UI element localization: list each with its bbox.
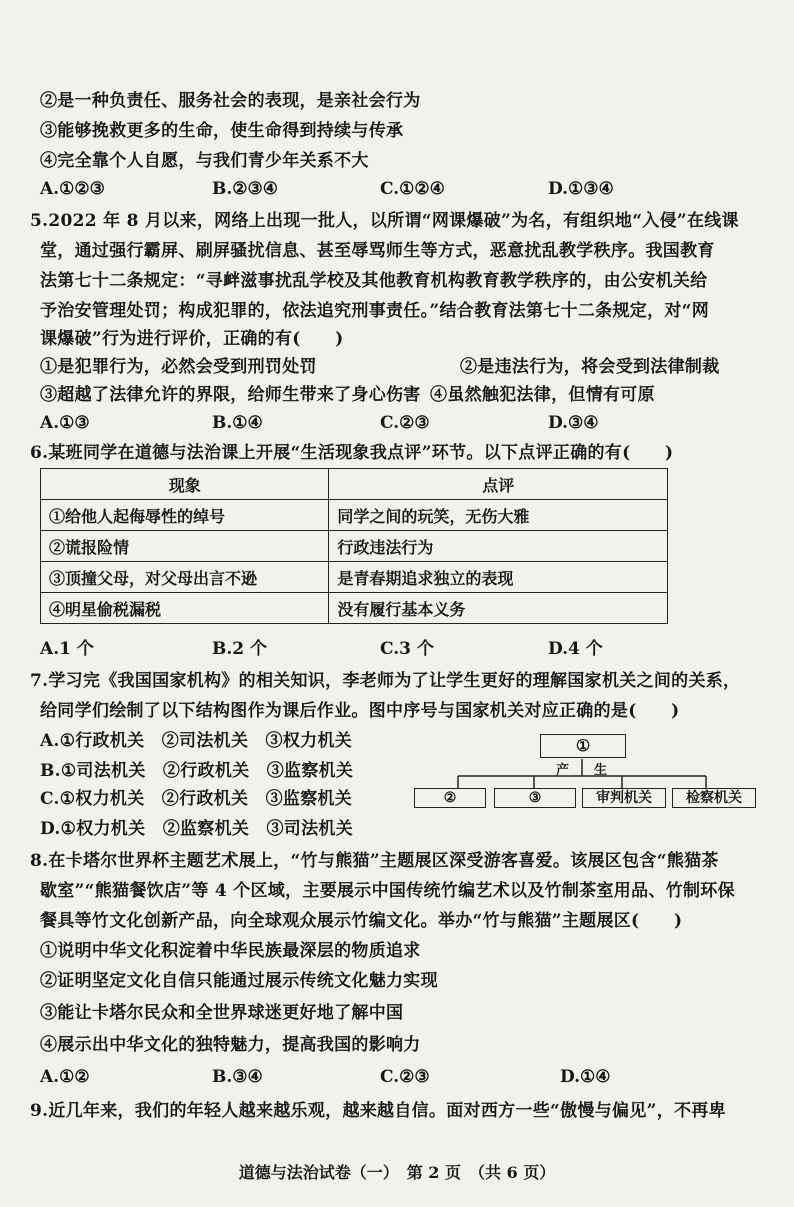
q7-stem-1: 7.学习完《我国国家机构》的相关知识，李老师为了让学生更好的理解国家机关之间的关系，: [30, 671, 741, 691]
diagram-box-3: ③: [494, 788, 576, 808]
q6-stem: 6.某班同学在道德与法治课上开展“生活现象我点评”环节。以下点评正确的有( ): [30, 443, 674, 463]
diagram-label-chan: 产: [556, 763, 570, 778]
q7-option-c: C.①权力机关 ②行政机关 ③监察机关: [40, 789, 353, 809]
table-row: [41, 593, 668, 624]
diagram-box-procuratorate: 检察机关: [672, 788, 756, 808]
q6-choice-d: D.4 个: [548, 639, 603, 659]
q7-option-d: D.①权力机关 ②监察机关 ③司法机关: [40, 819, 353, 839]
q5-choice-c: C.②③: [380, 413, 430, 433]
q6-choice-b: B.2 个: [212, 639, 268, 659]
q5-option-2: ②是违法行为，将会受到法律制裁: [460, 357, 720, 377]
table-row: [41, 500, 668, 531]
table-row: [41, 531, 668, 562]
q4-choice-a: A.①②③: [40, 179, 105, 199]
q8-option-4: ④展示出中华文化的独特魅力，提高我国的影响力: [40, 1035, 421, 1055]
q8-option-3: ③能让卡塔尔民众和全世界球迷更好地了解中国: [40, 1003, 404, 1023]
q6-table: [40, 468, 668, 624]
q4-option-3: ③能够挽救更多的生命，使生命得到持续与传承: [40, 121, 404, 141]
state-organ-diagram: [410, 732, 760, 812]
q5-stem-1: 5.2022 年 8 月以来，网络上出现一批人，以所谓“网课爆破”为名，有组织地“入侵”在线课: [30, 211, 739, 231]
table-cell: 没有履行基本义务: [329, 593, 668, 624]
table-cell: 行政违法行为: [329, 531, 668, 562]
table-cell: 同学之间的玩笑，无伤大雅: [329, 500, 668, 531]
table-cell: ③顶撞父母，对父母出言不逊: [41, 562, 329, 593]
q8-choice-d: D.①④: [560, 1067, 611, 1087]
q6-choice-c: C.3 个: [380, 639, 434, 659]
q5-stem-5: 课爆破”行为进行评价，正确的有( ): [40, 329, 344, 349]
table-cell: ②谎报险情: [41, 531, 329, 562]
q8-option-1: ①说明中华文化积淀着中华民族最深层的物质追求: [40, 941, 421, 961]
table-cell: 是青春期追求独立的表现: [329, 562, 668, 593]
q5-stem-2: 堂，通过强行霸屏、刷屏骚扰信息、甚至辱骂师生等方式，恶意扰乱教学秩序。我国教育: [40, 241, 715, 261]
q5-stem-3: 法第七十二条规定：“寻衅滋事扰乱学校及其他教育机构教育教学秩序的，由公安机关给: [40, 271, 708, 291]
table-cell: ①给他人起侮辱性的绰号: [41, 500, 329, 531]
q8-stem-3: 餐具等竹文化创新产品，向全球观众展示竹编文化。举办“竹与熊猫”主题展区( ): [40, 911, 683, 931]
q8-option-2: ②证明坚定文化自信只能通过展示传统文化魅力实现: [40, 971, 438, 991]
table-cell: ④明星偷税漏税: [41, 593, 329, 624]
q8-choice-b: B.③④: [212, 1067, 263, 1087]
q4-option-2: ②是一种负责任、服务社会的表现，是亲社会行为: [40, 91, 421, 111]
q5-option-1: ①是犯罪行为，必然会受到刑罚处罚: [40, 357, 317, 377]
q5-choice-a: A.①③: [40, 413, 90, 433]
q4-option-4: ④完全靠个人自愿，与我们青少年关系不大: [40, 151, 369, 171]
table-header-row: [41, 469, 668, 500]
table-header-comment: 点评: [329, 469, 668, 500]
q9-stem-1: 9.近几年来，我们的年轻人越来越乐观，越来越自信。面对西方一些“傲慢与偏见”，不再卑: [30, 1101, 726, 1121]
q4-choice-c: C.①②④: [380, 179, 445, 199]
q5-choice-d: D.③④: [548, 413, 599, 433]
q5-choice-b: B.①④: [212, 413, 263, 433]
q5-option-3: ③超越了法律允许的界限，给师生带来了身心伤害: [40, 385, 421, 405]
q6-choice-a: A.1 个: [40, 639, 94, 659]
q8-choice-c: C.②③: [380, 1067, 430, 1087]
q5-option-4: ④虽然触犯法律，但情有可原: [430, 385, 655, 405]
q4-choice-d: D.①③④: [548, 179, 614, 199]
q8-stem-2: 歇室”“熊猫餐饮店”等 4 个区域，主要展示中国传统竹编艺术以及竹制茶室用品、竹制环保: [40, 881, 735, 901]
diagram-label-sheng: 生: [594, 763, 608, 778]
page-footer: 道德与法治试卷（一） 第 2 页 （共 6 页）: [238, 1163, 556, 1182]
q8-choice-a: A.①②: [40, 1067, 90, 1087]
q7-option-b: B.①司法机关 ②行政机关 ③监察机关: [40, 761, 354, 781]
diagram-box-court: 审判机关: [582, 788, 666, 808]
q7-stem-2: 给同学们绘制了以下结构图作为课后作业。图中序号与国家机关对应正确的是( ): [40, 701, 680, 721]
q8-stem-1: 8.在卡塔尔世界杯主题艺术展上，“竹与熊猫”主题展区深受游客喜爱。该展区包含“熊猫茶: [30, 851, 719, 871]
q4-choice-b: B.②③④: [212, 179, 279, 199]
table-row: [41, 562, 668, 593]
table-header-phenomenon: 现象: [41, 469, 329, 500]
q5-stem-4: 予治安管理处罚；构成犯罪的，依法追究刑事责任。”结合教育法第七十二条规定，对“网: [40, 301, 710, 321]
diagram-box-1: ①: [540, 734, 626, 758]
diagram-box-2: ②: [414, 788, 486, 808]
q7-option-a: A.①行政机关 ②司法机关 ③权力机关: [40, 731, 353, 751]
